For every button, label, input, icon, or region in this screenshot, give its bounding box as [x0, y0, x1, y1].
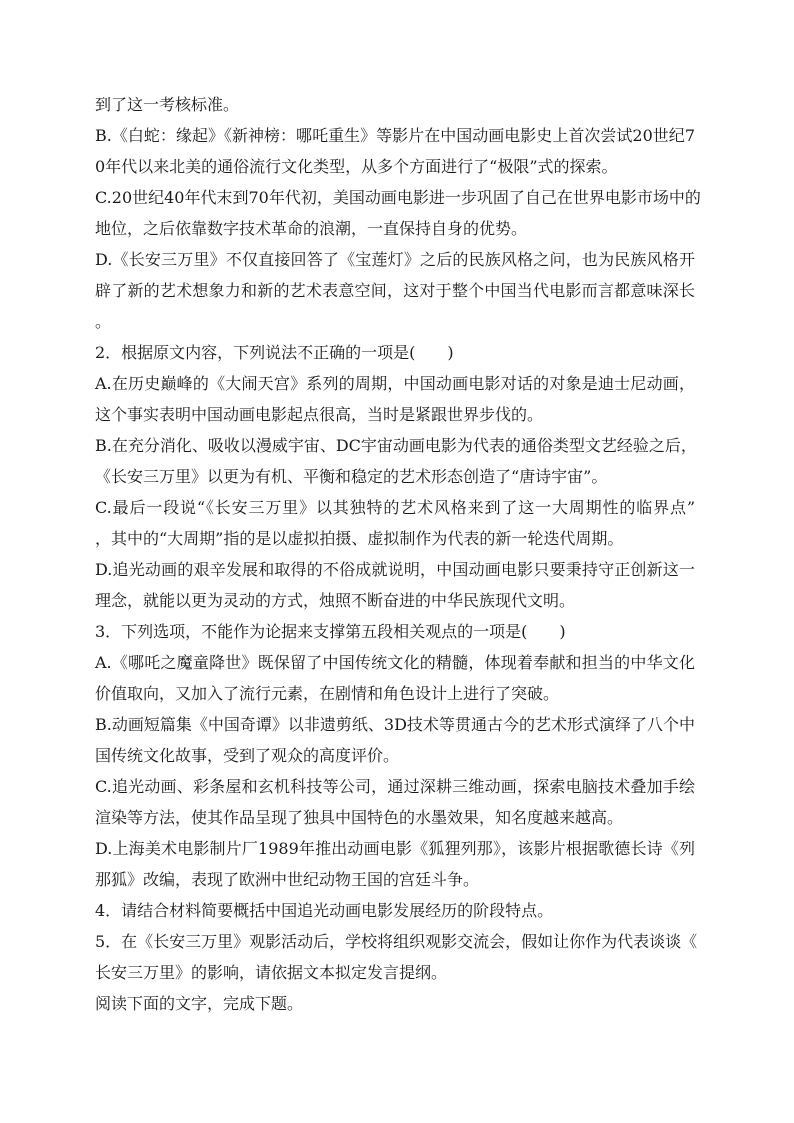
- option-c: C.最后一段说“《长安三万里》以其独特的艺术风格来到了这一大周期性的临界点”: [95, 498, 695, 517]
- text-line: 到了这一考核标准。: [95, 95, 240, 114]
- option-d: D.追光动画的艰辛发展和取得的不俗成就说明，中国动画电影只要秉持守正创新这一: [95, 560, 695, 579]
- question-4: 4．请结合材料简要概括中国追光动画电影发展经历的阶段特点。: [95, 901, 554, 920]
- option-b: B.在充分消化、吸收以漫威宇宙、DC宇宙动画电影为代表的通俗类型文艺经验之后，: [95, 436, 697, 455]
- text-line: 这个事实表明中国动画电影起点很高，当时是紧跟世界步伐的。: [95, 405, 544, 424]
- text-line: B.《白蛇：缘起》《新神榜：哪吒重生》等影片在中国动画电影史上首次尝试20世纪7: [95, 126, 695, 145]
- text-line: 《长安三万里》以更为有机、平衡和稳定的艺术形态创造了“唐诗宇宙”。: [95, 467, 608, 486]
- option-b: B.动画短篇集《中国奇谭》以非遗剪纸、3D技术等贯通古今的艺术形式演绎了八个中: [95, 715, 695, 734]
- text-line: 国传统文化故事，受到了观众的高度评价。: [95, 746, 400, 765]
- question-3: 3．下列选项，不能作为论据来支撑第五段相关观点的一项是( ): [95, 622, 566, 641]
- option-a: A.《哪吒之魔童降世》既保留了中国传统文化的精髓，体现着奉献和担当的中华文化: [95, 653, 695, 672]
- option-c: C.追光动画、彩条屋和玄机科技等公司，通过深耕三维动画，探索电脑技术叠加手绘: [95, 777, 695, 796]
- option-a: A.在历史巅峰的《大闹天宫》系列的周期，中国动画电影对话的对象是迪士尼动画，: [95, 374, 695, 393]
- text-line: 长安三万里》的影响，请依据文本拟定发言提纲。: [95, 963, 448, 982]
- text-line: C.20世纪40年代末到70年代初，美国动画电影进一步巩固了自己在世界电影市场中的: [95, 188, 701, 207]
- text-line: 0年代以来北美的通俗流行文化类型，从多个方面进行了“极限”式的探索。: [95, 157, 618, 176]
- text-line: ，其中的“大周期”指的是以虚拟拍摄、虚拟制作为代表的新一轮迭代周期。: [95, 529, 624, 548]
- text-line: 辟了新的艺术想象力和新的艺术表意空间，这对于整个中国当代电影而言都意味深长: [95, 281, 695, 300]
- text-line: 理念，就能以更为灵动的方式，烛照不断奋进的中华民族现代文明。: [95, 591, 576, 610]
- question-2: 2．根据原文内容，下列说法不正确的一项是( ): [95, 343, 454, 362]
- text-line: D.《长安三万里》不仅直接回答了《宝莲灯》之后的民族风格之问，也为民族风格开: [95, 250, 695, 269]
- text-line: 渲染等方法，使其作品呈现了独具中国特色的水墨效果，知名度越来越高。: [95, 808, 624, 827]
- text-line: 地位，之后依靠数字技术革命的浪潮，一直保持自身的优势。: [95, 219, 528, 238]
- text-line: 价值取向，又加入了流行元素，在剧情和角色设计上进行了突破。: [95, 684, 560, 703]
- reading-instruction: 阅读下面的文字，完成下题。: [95, 994, 304, 1013]
- document-body: [95, 89, 701, 1019]
- text-line: 。: [95, 312, 112, 331]
- option-d: D.上海美术电影制片厂1989年推出动画电影《狐狸列那》，该影片根据歌德长诗《列: [95, 839, 695, 858]
- text-line: 那狐》改编，表现了欧洲中世纪动物王国的宫廷斗争。: [95, 870, 480, 889]
- question-5: 5．在《长安三万里》观影活动后，学校将组织观影交流会，假如让你作为代表谈谈《: [95, 932, 698, 951]
